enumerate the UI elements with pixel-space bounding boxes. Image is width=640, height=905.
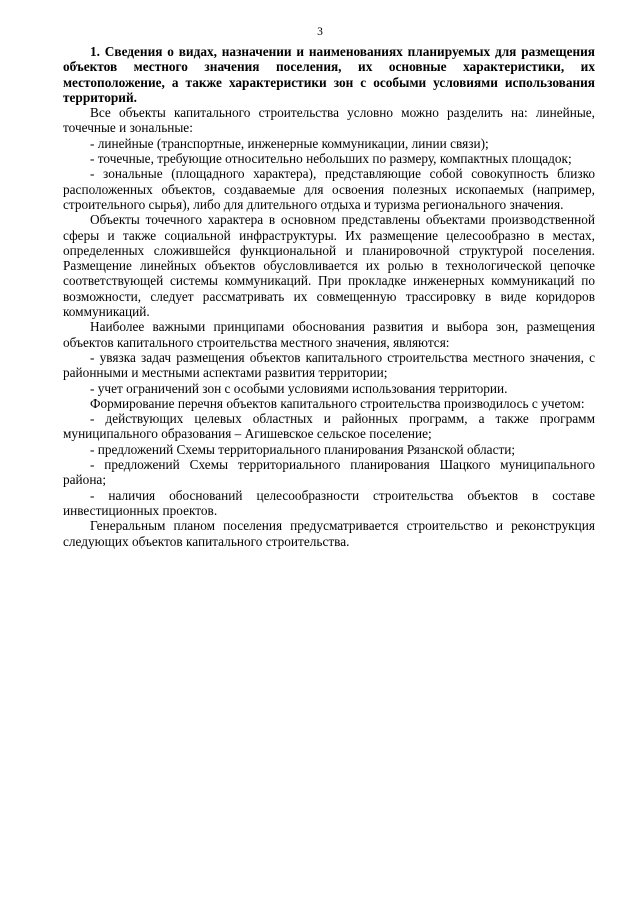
paragraph: Все объекты капитального строительства условно можно разделить на: линейные, точечные и зональные:	[63, 105, 595, 136]
section-heading: 1. Сведения о видах, назначении и наименованиях планируемых для размещения объектов местного значения поселения, их основные характеристики, их местоположение, а также характеристики зон с особыми условиями использования территорий.	[63, 44, 595, 105]
paragraph: - увязка задач размещения объектов капитального строительства местного значения, с районными и местными аспектами развития территории;	[63, 349, 595, 381]
paragraph: - учет ограничений зон с особыми условиями использования территории.	[90, 380, 508, 396]
paragraph: - зональные (площадного характера), представляющие собой совокупность близко расположенных объектов, создаваемые для освоения полезных ископаемых (например, строительного сырья), либо для длительного отдыха и туризма регионального значения.	[63, 166, 595, 212]
paragraph: - предложений Схемы территориального планирования Шацкого муниципального района;	[63, 457, 595, 488]
paragraph: - предложений Схемы территориального планирования Рязанской области;	[90, 441, 516, 457]
paragraph: - линейные (транспортные, инженерные коммуникации, линии связи);	[90, 135, 489, 151]
paragraph: Генеральным планом поселения предусматривается строительство и реконструкция следующих объектов капитального строительства.	[63, 518, 595, 549]
paragraph: - точечные, требующие относительно небольших по размеру, компактных площадок;	[90, 151, 572, 167]
page-number: 3	[317, 26, 323, 38]
paragraph: Формирование перечня объектов капитального строительства производилось с учетом:	[90, 395, 585, 411]
paragraph: Объекты точечного характера в основном представлены объектами производственной сферы и также социальной инфраструктуры. Их размещение целесообразно в местах, определенных сложившейся функциональной и планировочной структурой поселения. Размещение линейных объектов обусловливается их ролью в технологической цепочке соответствующей системы коммуникаций. При прокладке инженерных коммуникаций по возможности, следует рассматривать их совмещенную трассировку в виде коридоров коммуникаций.	[63, 212, 595, 320]
paragraph: Наиболее важными принципами обоснования развития и выбора зон, размещения объектов капитального строительства местного значения, являются:	[63, 319, 595, 350]
paragraph: - наличия обоснований целесообразности строительства объектов в составе инвестиционных проектов.	[63, 487, 595, 518]
document-body	[63, 44, 595, 549]
paragraph: - действующих целевых областных и районных программ, а также программ муниципального образования – Агишевское сельское поселение;	[63, 411, 595, 442]
